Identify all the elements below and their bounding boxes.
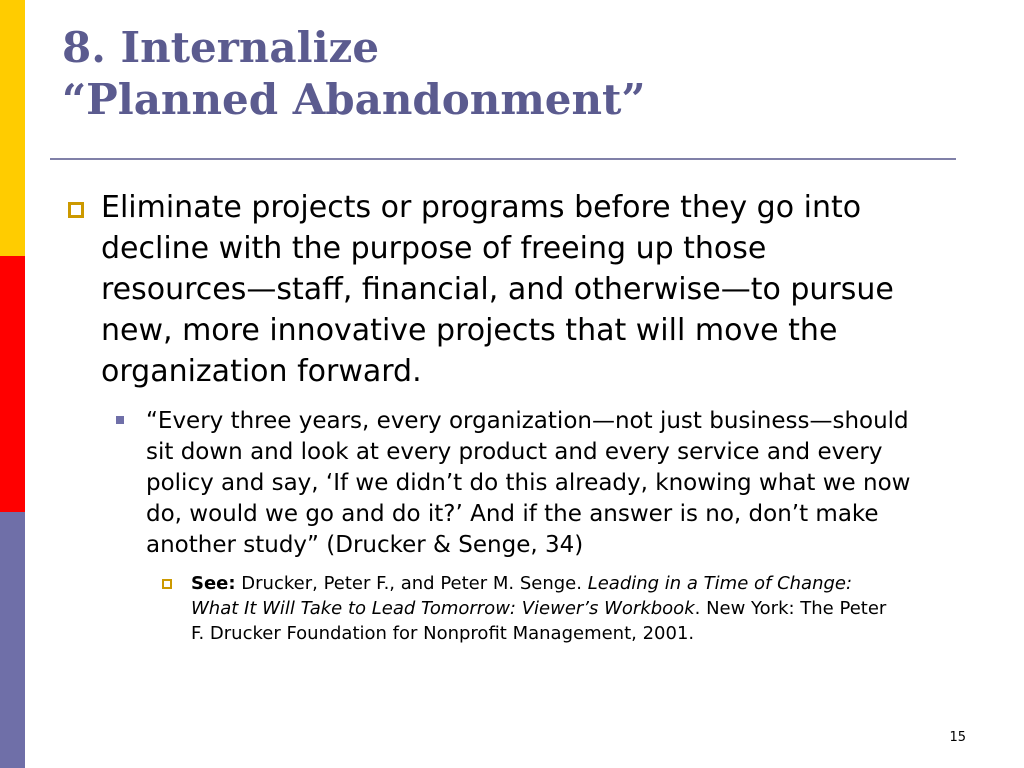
quote-text: “Every three years, every organization—not just business—should sit down and look at every product and every service and every policy and say, ‘If we didn’t do this already, knowing what we now do, would we go and do it?’ And if the answer is no, don’t make another study” (Drucker & Senge, 34) bbox=[146, 408, 911, 558]
slide-body bbox=[62, 187, 962, 646]
side-stripe-red bbox=[0, 256, 25, 512]
hollow-square-bullet-icon bbox=[68, 202, 84, 218]
bullet-level-2 bbox=[107, 406, 936, 561]
citation-book-title: Leading in a Time of Change: What It Will Take to Lead Tomorrow: Viewer’s Workbook bbox=[191, 573, 853, 619]
title-line-1: 8. Internalize bbox=[62, 23, 380, 72]
page-number: 15 bbox=[949, 730, 966, 745]
bullet-level-3 bbox=[146, 571, 903, 646]
bullet-level-1-text: Eliminate projects or programs before they go into decline with the purpose of freeing up those resources—staff, financial, and otherwise—to pursue new, more innovative projects that will move the organization forward. bbox=[101, 190, 894, 389]
small-hollow-square-bullet-icon bbox=[162, 579, 172, 589]
slide-title bbox=[62, 22, 646, 126]
filled-square-bullet-icon bbox=[116, 416, 124, 424]
side-stripe-yellow bbox=[0, 0, 25, 256]
side-stripe-purple bbox=[0, 512, 25, 768]
title-divider bbox=[50, 158, 956, 160]
citation-publisher: . New York: The Peter F. Drucker Foundation for Nonprofit Management, 2001. bbox=[191, 598, 887, 644]
citation-label: See: bbox=[191, 573, 236, 594]
citation-authors: Drucker, Peter F., and Peter M. Senge. bbox=[235, 573, 588, 594]
title-line-2: “Planned Abandonment” bbox=[62, 75, 646, 124]
bullet-level-1 bbox=[62, 187, 921, 392]
